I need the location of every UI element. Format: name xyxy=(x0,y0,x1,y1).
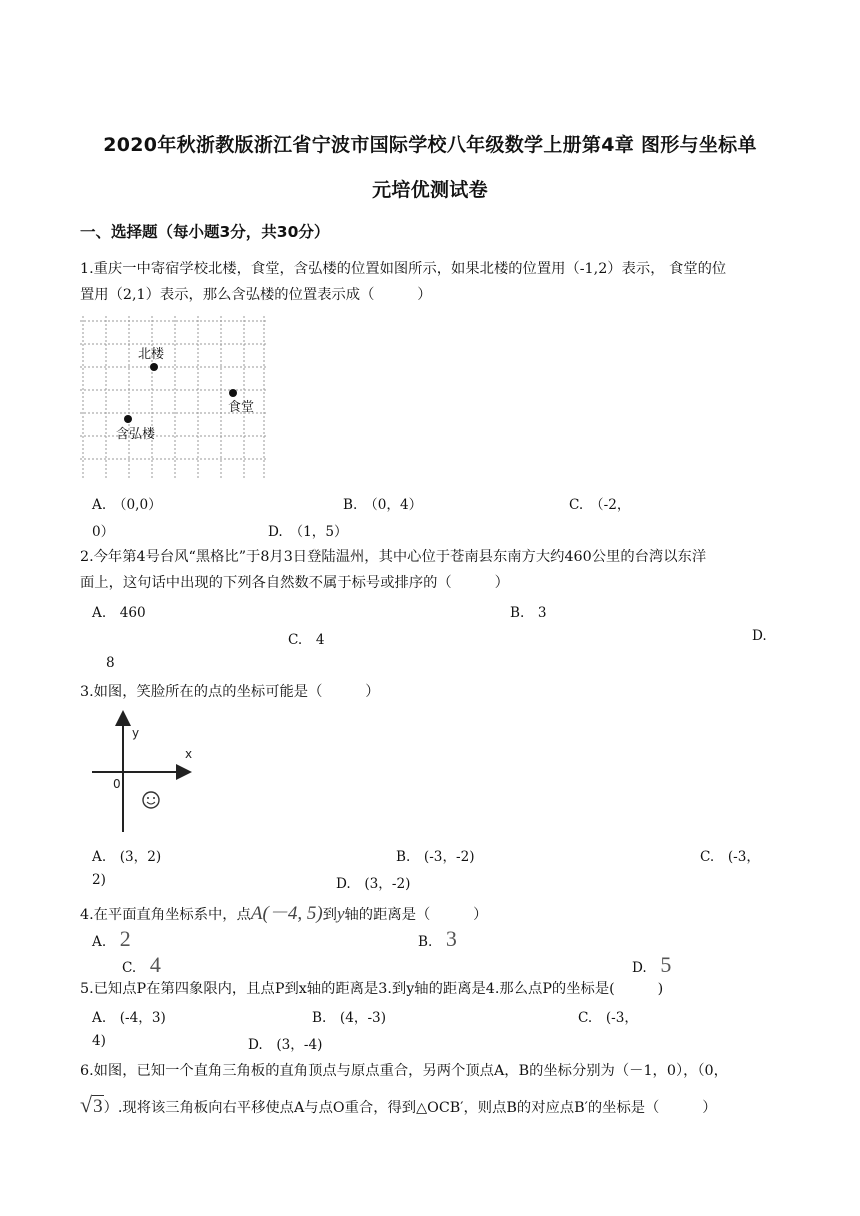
q4-option-a-value: 2 xyxy=(119,926,131,951)
q4-option-c: C. 4 xyxy=(122,952,161,977)
question-4-line1 xyxy=(80,898,487,925)
q4-option-d: D. 5 xyxy=(632,952,672,977)
canteen-label: 食堂 xyxy=(228,400,255,415)
question-5-line1: 5.已知点P在第四象限内，且点P到x轴的距离是3.到y轴的距离是4.那么点P的坐标是( ) xyxy=(80,981,664,997)
q3-coordinate-figure xyxy=(88,708,208,836)
question-2-line1: 2.今年第4号台风“黑格比”于8月3日登陆温州，其中心位于苍南县东南方大约460公里的台湾以东洋 xyxy=(80,549,707,565)
q4-prefix: 4.在平面直角坐标系中，点 xyxy=(80,907,251,923)
q2-option-a: A. 460 xyxy=(92,605,146,621)
q5-option-c-cont: 4) xyxy=(92,1033,106,1049)
q3-option-a: A. (3，2) xyxy=(92,849,162,865)
q4-suffix: 轴的距离是（ ） xyxy=(344,907,488,923)
q1-option-c-cont: 0） xyxy=(92,524,115,540)
q5-option-a: A. (-4，3) xyxy=(92,1010,166,1026)
sqrt-symbol-icon: √ xyxy=(80,1092,93,1117)
page-title-line1: 2020年秋浙教版浙江省宁波市国际学校八年级数学上册第4章 图形与坐标单 xyxy=(103,134,757,156)
q4-point-a: A(－4, 5) xyxy=(250,903,323,924)
q6-sqrt-value: 3 xyxy=(93,1096,103,1117)
q4-option-b-value: 3 xyxy=(445,926,457,951)
q1-option-a: A. （0,0） xyxy=(92,497,162,513)
q4-option-c-value: 4 xyxy=(149,952,161,977)
question-6-line2 xyxy=(80,1092,717,1118)
q2-option-c: C. 4 xyxy=(288,632,325,648)
q4-option-a: A. 2 xyxy=(92,926,131,951)
q3-option-b: B. (-3，-2) xyxy=(396,849,475,865)
q1-option-c: C. （-2， xyxy=(569,497,631,513)
hanhong-building-label: 含弘楼 xyxy=(116,427,156,442)
q2-option-d-cont: 8 xyxy=(106,655,115,671)
q1-location-grid-figure xyxy=(80,316,266,478)
q5-option-c: C. (-3， xyxy=(578,1010,638,1026)
q2-option-b: B. 3 xyxy=(510,605,547,621)
q5-option-d: D. (3，-4) xyxy=(248,1037,323,1053)
q4-axis: y xyxy=(336,904,345,923)
question-2-line2: 面上，这句话中出现的下列各自然数不属于标号或排序的（ ） xyxy=(80,575,509,591)
question-3-line1: 3.如图，笑脸所在的点的坐标可能是（ ） xyxy=(80,684,380,700)
x-axis-label: x xyxy=(185,747,193,761)
hanhong-building-point xyxy=(124,415,132,423)
q3-option-c-cont: 2) xyxy=(92,872,106,888)
q3-option-c: C. (-3， xyxy=(700,849,760,865)
q3-option-d: D. (3，-2) xyxy=(336,876,411,892)
q4-middle: 到 xyxy=(322,907,337,923)
q4-option-b: B. 3 xyxy=(418,926,457,951)
grid-lines xyxy=(80,316,266,478)
q1-option-b: B. （0，4） xyxy=(343,497,423,513)
question-1-line1: 1.重庆一中寄宿学校北楼，食堂，含弘楼的位置如图所示，如果北楼的位置用（-1,2）表示， 食堂的位 xyxy=(80,261,727,277)
question-6-line1: 6.如图，已知一个直角三角板的直角顶点与原点重合，另两个顶点A，B的坐标分别为（－1，0），（0， xyxy=(80,1063,728,1079)
section-heading: 一、选择题（每小题3分，共30分） xyxy=(80,223,330,241)
smiley-face-icon xyxy=(143,792,159,808)
q1-option-d: D. （1，5） xyxy=(268,524,348,540)
q6-line2-text: ）.现将该三角板向右平移使点A与点O重合，得到△OCB′，则点B的对应点B′的坐标是（ ） xyxy=(103,1100,717,1116)
q2-option-d: D. xyxy=(752,628,767,644)
origin-label: 0 xyxy=(113,777,121,791)
canteen-point xyxy=(229,389,237,397)
y-axis-label: y xyxy=(132,726,140,740)
q5-option-b: B. (4，-3) xyxy=(312,1010,386,1026)
question-1-line2: 置用（2,1）表示，那么含弘楼的位置表示成（ ） xyxy=(80,287,432,303)
page-title-line2: 元培优测试卷 xyxy=(372,179,488,201)
north-building-point xyxy=(150,363,158,371)
q4-option-d-value: 5 xyxy=(660,952,672,977)
north-building-label: 北楼 xyxy=(138,347,165,362)
